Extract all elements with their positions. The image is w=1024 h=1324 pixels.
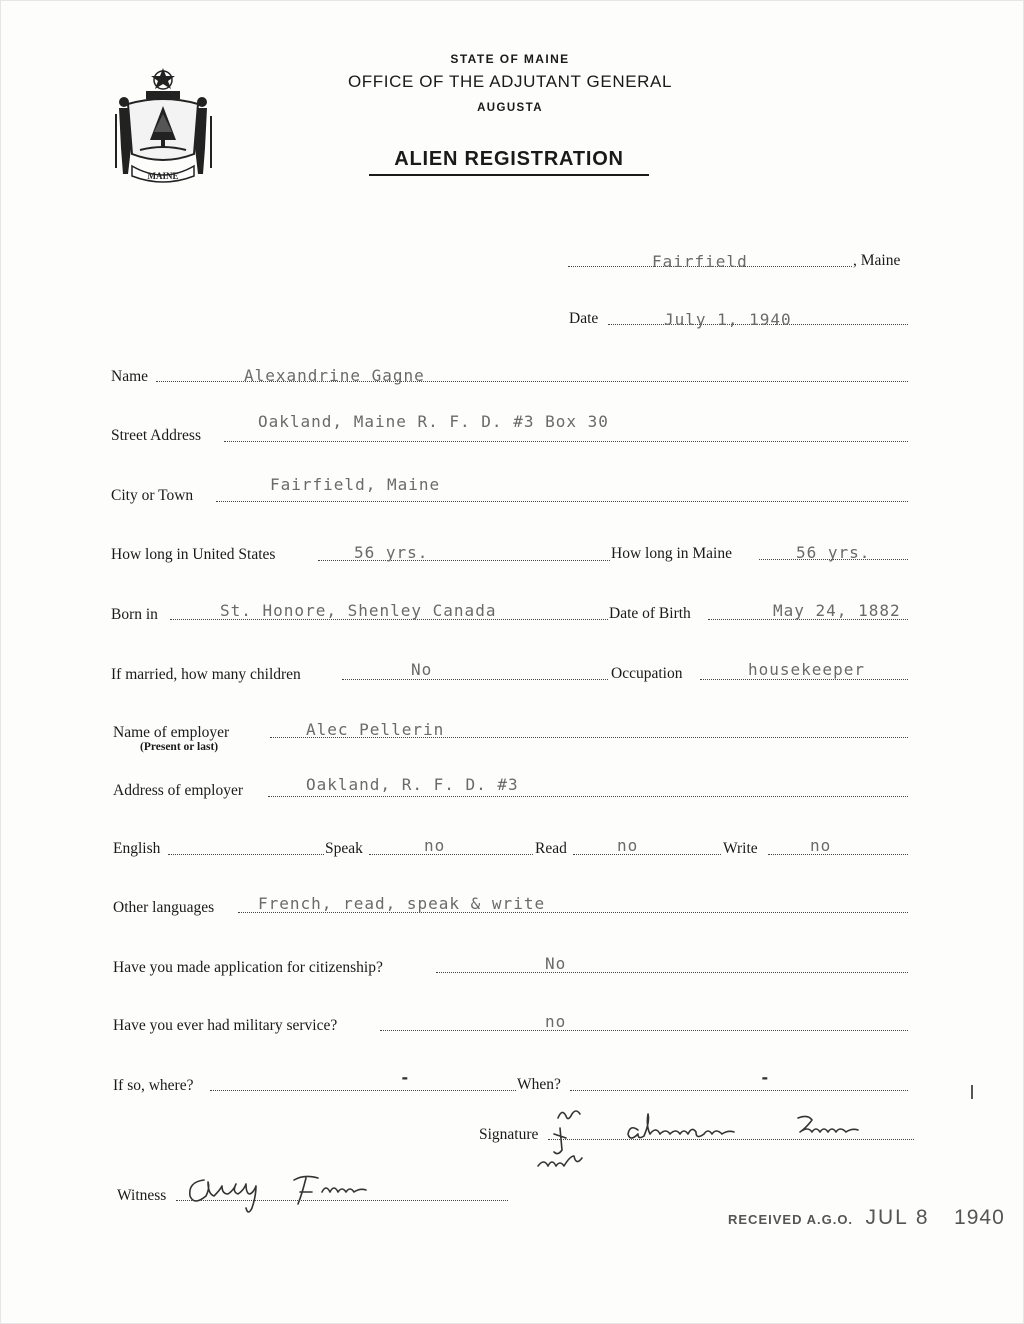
employer-sublabel: (Present or last) <box>140 741 219 753</box>
witness-label: Witness <box>117 1187 167 1204</box>
write-value: no <box>810 836 832 855</box>
margin-mark <box>971 1085 973 1099</box>
place-suffix: , Maine <box>853 252 901 269</box>
maine-time-value: 56 yrs. <box>796 543 871 562</box>
signature-handwriting <box>550 1100 922 1190</box>
employer-label: Name of employer <box>113 724 230 741</box>
us-time-value: 56 yrs. <box>354 543 429 562</box>
where-value: - <box>400 1068 410 1087</box>
when-value: - <box>760 1068 770 1087</box>
date-label: Date <box>569 310 599 327</box>
employer-address-label: Address of employer <box>113 782 243 799</box>
write-label: Write <box>723 840 758 857</box>
speak-value: no <box>424 836 446 855</box>
stamp-date: JUL 8 <box>865 1206 930 1229</box>
citizenship-value: No <box>545 954 567 973</box>
city-town-label: City or Town <box>111 487 194 504</box>
other-languages-label: Other languages <box>113 899 215 916</box>
military-label: Have you ever had military service? <box>113 1017 338 1034</box>
english-label: English <box>113 840 161 857</box>
children-line <box>342 679 608 680</box>
state-heading: STATE OF MAINE <box>450 52 570 66</box>
maine-state-seal <box>110 66 216 188</box>
city-heading: AUGUSTA <box>477 102 543 114</box>
military-value: no <box>545 1012 567 1031</box>
stamp-text: RECEIVED A.G.O. <box>728 1212 854 1227</box>
read-value: no <box>617 836 639 855</box>
children-value: No <box>411 660 433 679</box>
military-line <box>380 1030 908 1031</box>
seal-label: MAINE <box>147 171 179 181</box>
citizenship-line <box>436 972 908 973</box>
when-label: When? <box>517 1076 561 1093</box>
other-languages-value: French, read, speak & write <box>258 894 546 913</box>
street-value: Oakland, Maine R. F. D. #3 Box 30 <box>258 412 609 431</box>
when-line <box>570 1090 908 1091</box>
street-label: Street Address <box>111 427 201 444</box>
place-value: Fairfield <box>652 252 748 271</box>
occupation-line <box>700 679 908 680</box>
name-value: Alexandrine Gagne <box>244 366 425 385</box>
employer-address-line <box>268 796 908 797</box>
write-line <box>768 854 908 855</box>
name-label: Name <box>111 368 149 385</box>
form-title: ALIEN REGISTRATION <box>369 148 649 176</box>
children-label: If married, how many children <box>111 666 301 683</box>
employer-value: Alec Pellerin <box>306 720 445 739</box>
city-town-value: Fairfield, Maine <box>270 475 441 494</box>
born-value: St. Honore, Shenley Canada <box>220 601 497 620</box>
speak-line <box>369 854 533 855</box>
dob-label: Date of Birth <box>609 605 691 622</box>
english-line <box>168 854 324 855</box>
witness-handwriting <box>182 1166 404 1224</box>
where-label: If so, where? <box>113 1077 194 1094</box>
occupation-value: housekeeper <box>748 660 865 679</box>
where-line <box>210 1090 516 1091</box>
stamp-year: 1940 <box>954 1206 1005 1229</box>
born-label: Born in <box>111 606 158 623</box>
read-line <box>573 854 721 855</box>
us-time-label: How long in United States <box>111 546 276 563</box>
dob-value: May 24, 1882 <box>773 601 901 620</box>
citizenship-label: Have you made application for citizenship? <box>113 959 383 976</box>
date-value: July 1, 1940 <box>664 310 792 329</box>
street-line <box>224 441 908 442</box>
speak-label: Speak <box>325 840 363 857</box>
read-label: Read <box>535 840 567 857</box>
city-town-line <box>216 501 908 502</box>
received-stamp <box>728 1206 1005 1230</box>
employer-address-value: Oakland, R. F. D. #3 <box>306 775 519 794</box>
office-heading: OFFICE OF THE ADJUTANT GENERAL <box>347 72 673 91</box>
signature-label: Signature <box>479 1126 539 1143</box>
occupation-label: Occupation <box>611 665 683 682</box>
maine-time-label: How long in Maine <box>611 545 732 562</box>
